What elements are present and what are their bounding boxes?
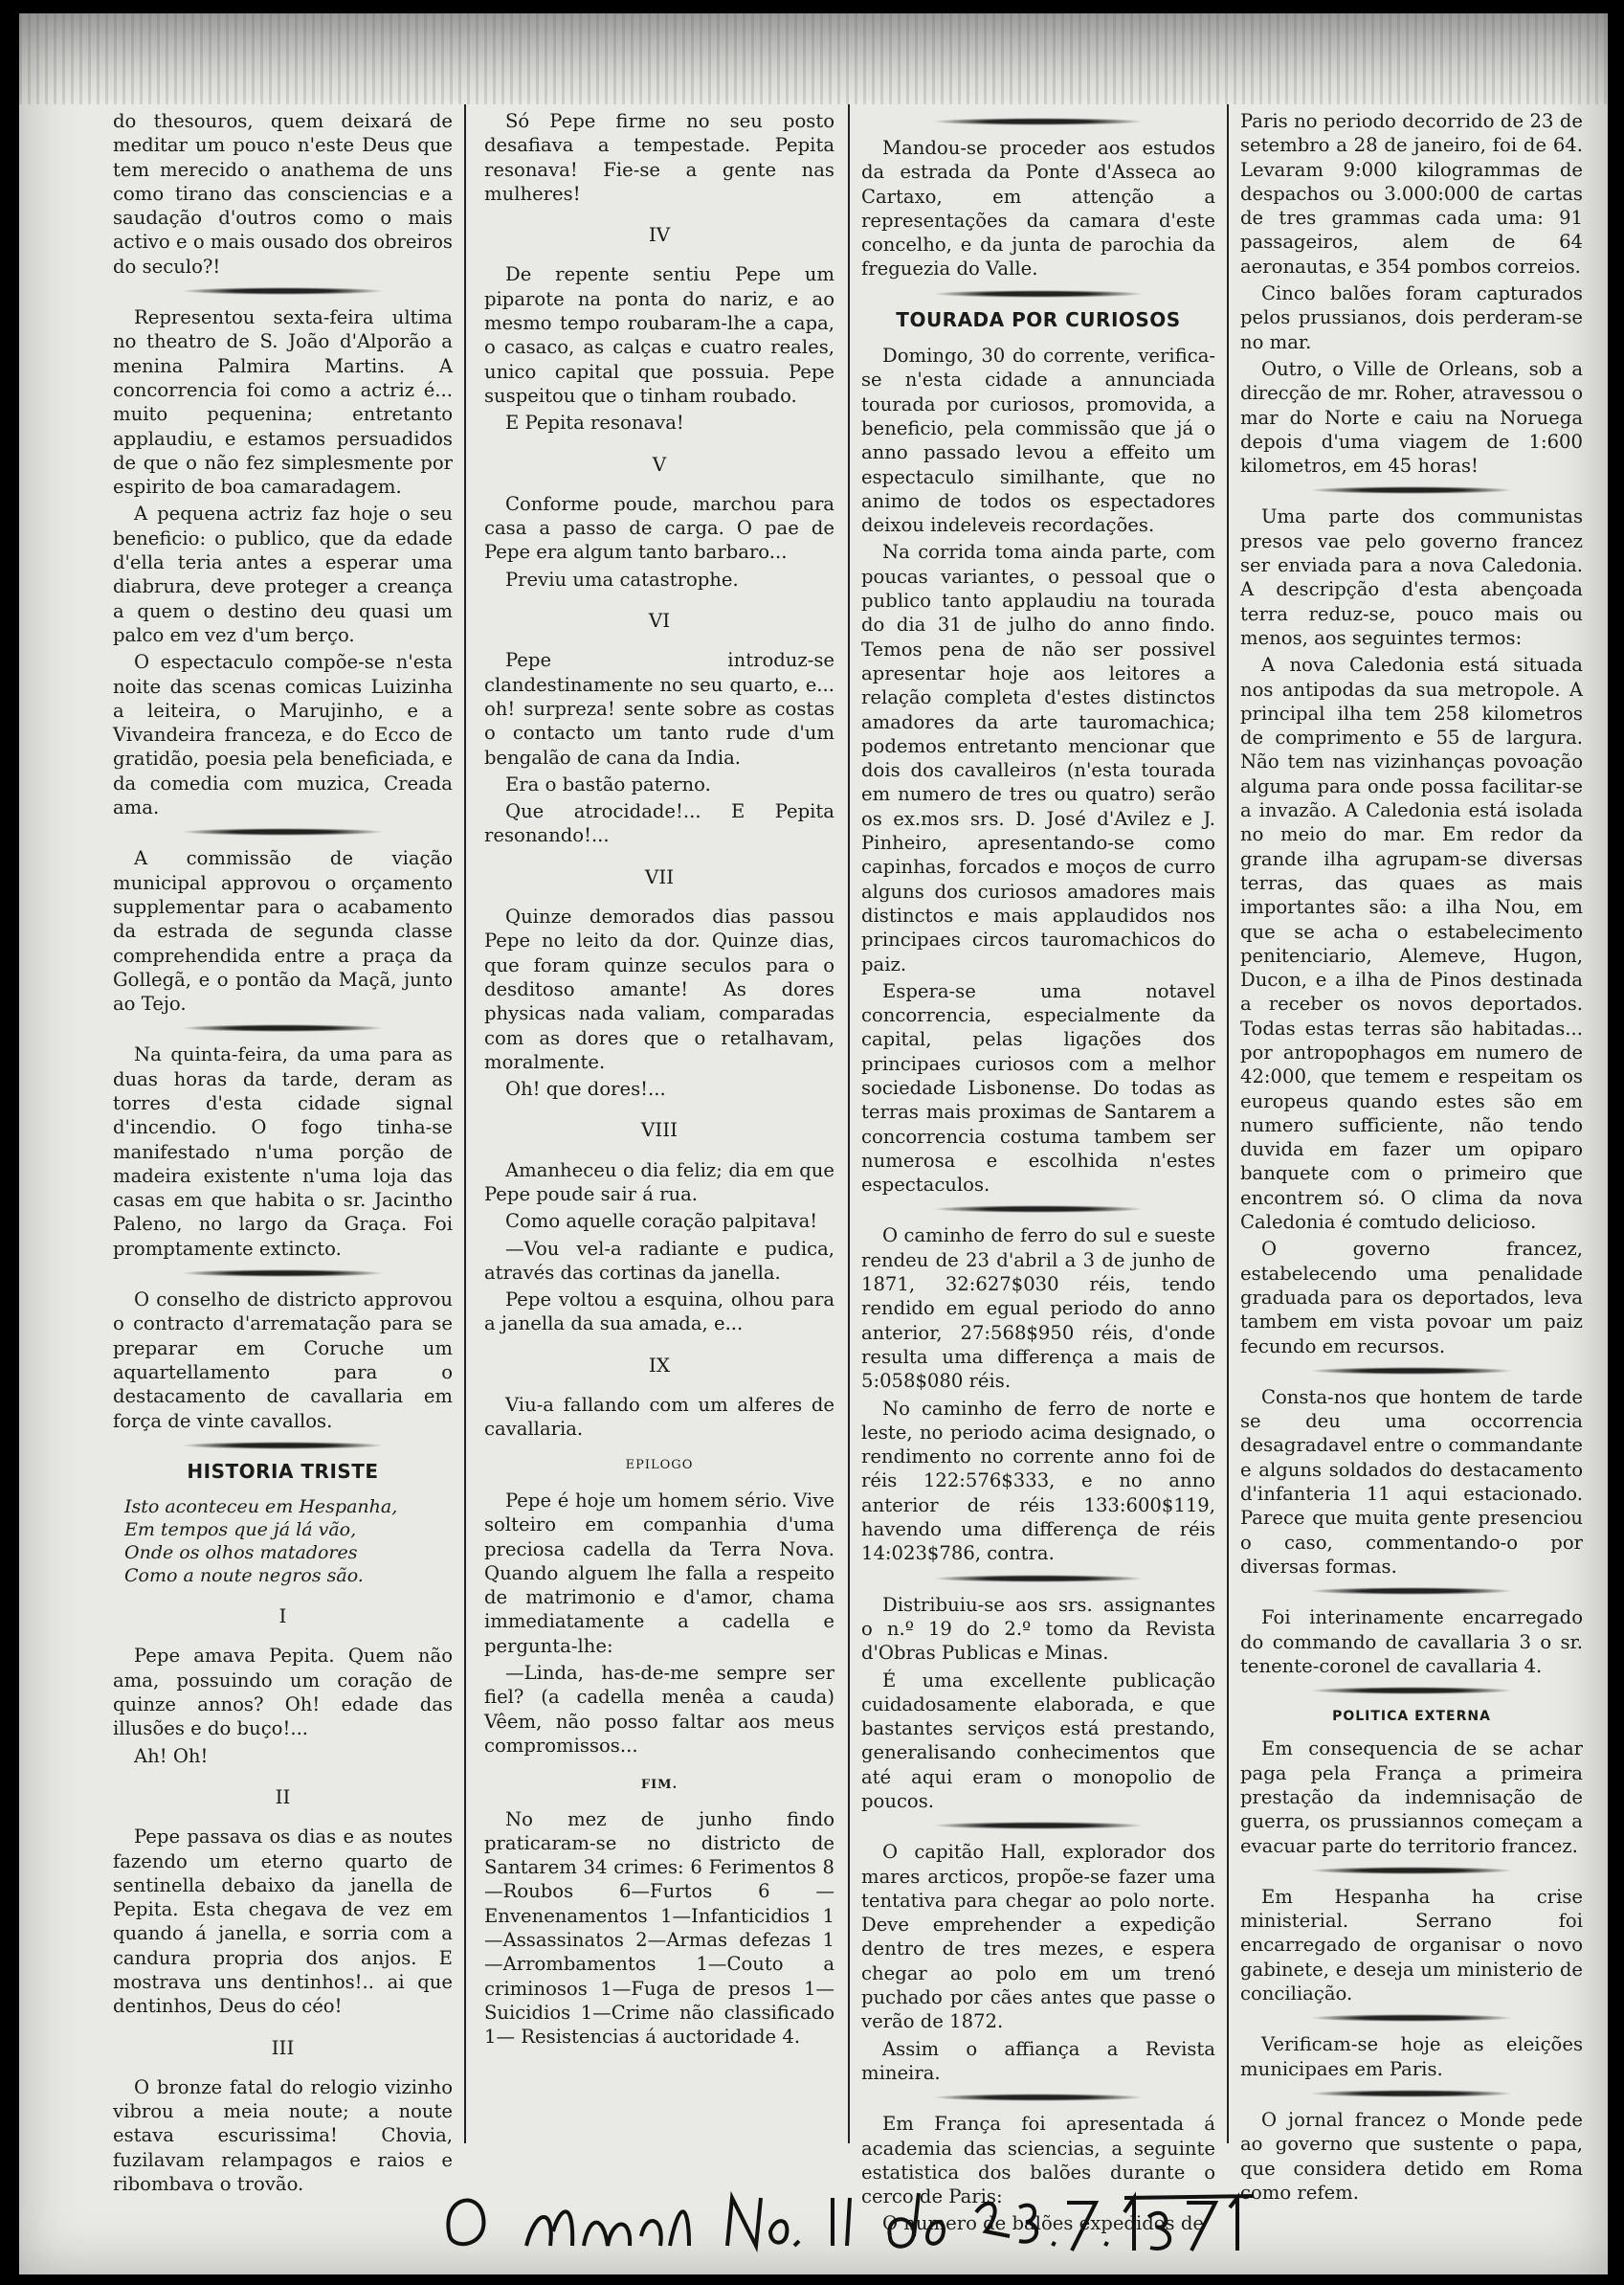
paragraph: Paris no periodo decorrido de 23 de setembro a 28 de janeiro, foi de 64. Levaram 9:000 kilogrammas de despachos ou 3.000:000 de cartas de tres grammas cada uma: 91 passageiros, alem de 64 aeronautas, e 354 pombos correios. — [1240, 110, 1583, 278]
paragraph: A commissão de viação municipal approvou o orçamento supplementar para o acabamento da estrada de segunda classe comprehendida entre a praça da Gollegã, e o pontão da Maçã, junto ao Tejo. — [113, 847, 453, 1016]
newspaper-page — [19, 13, 1608, 2274]
paragraph: O governo francez, estabelecendo uma penalidade graduada para os deportados, leva tambem em vista povoar um paiz fecundo em recursos. — [1240, 1238, 1583, 1357]
paragraph: Ah! Oh! — [134, 1744, 209, 1767]
section-separator — [1309, 2014, 1515, 2022]
section-separator — [932, 1205, 1145, 1213]
paragraph: Previu uma catastrophe. — [505, 568, 739, 591]
paragraph: Que atrocidade!... E Pepita resonando!... — [484, 800, 834, 847]
paragraph: Representou sexta-feira ultima no theatro de S. João d'Alporão a menina Palmira Martins. A concorrencia foi como a actriz é... muito pequenina; entretanto applaudiu, e estamos persuadidos de que o não fez simplesmente por espirito de boa camaradagem. — [113, 306, 453, 499]
paragraph: Em consequencia de se achar paga pela França a primeira prestação da indemnisação de guerra, os prussiannos começam a evacuar parte do territorio francez. — [1240, 1737, 1583, 1857]
chapter-numeral: VIII — [640, 1118, 679, 1142]
paragraph: Como aquelle coração palpitava! — [505, 1210, 818, 1233]
paragraph: Domingo, 30 do corrente, verifica-se n'esta cidade a annunciada tourada por curiosos, promovida, a beneficio, pela commissão que já o anno passado levou a effeito um espectaculo similhante, que no animo de todos os espectadores deixou indeleveis recordações. — [861, 345, 1215, 537]
paragraph: É uma excellente publicação cuidadosamente elaborada, e que bastantes serviços está prestando, generalisando conhecimentos que até aqui eram o monopolio de poucos. — [861, 1669, 1215, 1812]
section-separator — [932, 118, 1145, 125]
paragraph: E Pepita resonava! — [505, 412, 684, 435]
column-4 — [1240, 109, 1583, 2207]
paragraph: Em França foi apresentada á academia das sciencias, a seguinte estatistica dos balões durante o cerco de Paris: — [861, 2113, 1215, 2208]
chapter-numeral: IV — [648, 223, 671, 247]
section-separator — [181, 287, 385, 295]
column-1 — [113, 109, 453, 2199]
section-separator — [932, 1822, 1145, 1829]
paragraph: —Linda, has-de-me sempre ser fiel? (a cadella menêa a cauda) Vêem, não posso faltar aos meus compromissos... — [484, 1662, 834, 1757]
column-2 — [484, 109, 834, 2051]
chapter-numeral: VII — [644, 864, 675, 888]
section-separator — [932, 1575, 1145, 1582]
paragraph: do thesouros, quem deixará de meditar um pouco n'este Deus que tem merecido o anathema de uns como tirano das consciencias e a saudação d'outros como o mais activo e o mais ousado dos obreiros do seculo?! — [113, 110, 453, 278]
paragraph: Outro, o Ville de Orleans, sob a direcção de mr. Roher, atravessou o mar do Norte e caiu na Noruega depois d'uma viagem de 1:600 kilometros, em 45 horas! — [1240, 357, 1583, 478]
section-heading: POLITICA EXTERNA — [1332, 1709, 1491, 1725]
section-separator — [1309, 1867, 1515, 1874]
paragraph: Assim o affiança a Revista mineira. — [861, 2037, 1215, 2084]
verse-line: Onde os olhos matadores — [124, 1542, 358, 1564]
section-separator — [932, 2094, 1145, 2101]
paragraph: Pepe introduz-se clandestinamente no seu quarto, e... oh! surpreza! sente sobre as costas o contacto um tanto rude d'um bengalão de cana da India. — [484, 649, 834, 769]
paragraph: O espectaculo compõe-se n'esta noite das scenas comicas Luizinha a leiteira, o Marujinho, e a Vivandeira franceza, e do Ecco de gratidão, poesia pela beneficiada, e da comedia com muzica, Creada ama. — [113, 651, 453, 819]
end-marker: FIM. — [640, 1778, 679, 1793]
paragraph: O conselho de districto approvou o contracto d'arrematação para se preparar em Coruche um aquartellamento para o destacamento de cavallaria em força de vinte cavallos. — [113, 1288, 453, 1432]
paragraph: Viu-a fallando com um alferes de cavallaria. — [484, 1394, 834, 1441]
chapter-numeral: III — [271, 2035, 295, 2059]
paragraph: Na corrida toma ainda parte, com poucas variantes, o pessoal que o publico tanto applaudiu na tourada do dia 31 de julho do anno findo. Temos pena de não ser possivel apresentar hoje aos leitores a relação completa d'estes distinctos amadores da arte tauromachica; podemos entretanto mencionar que dois dos cavalleiros (n'esta tourada em numero de tres ou quatro) serão os ex.mos srs. D. José d'Avilez e J. Pinheiro, apresentando-se como capinhas, forcados e moços de curro alguns dos curiosos amadores mais distinctos e mais applaudidos nos principaes circos tauromachicos do paiz. — [861, 541, 1215, 975]
paragraph: O numero de balões expedidos de — [882, 2212, 1204, 2235]
paragraph: Em Hespanha ha crise ministerial. Serrano foi encarregado de organisar o novo gabinete, e deseja um ministerio de conciliação. — [1240, 1885, 1583, 2005]
paragraph: Quinze demorados dias passou Pepe no leito da dor. Quinze dias, que foram quinze seculos para o desditoso amante! As dores physicas nada valiam, comparadas com as dores que o retalhavam, moralmente. — [484, 906, 834, 1073]
section-separator — [181, 1442, 385, 1449]
section-separator — [1309, 1367, 1515, 1375]
section-separator — [1309, 1587, 1515, 1595]
chapter-numeral: IX — [648, 1353, 671, 1377]
paragraph: No mez de junho findo praticaram-se no districto de Santarem 34 crimes: 6 Ferimentos 8—Roubos 6—Furtos 6 —Envenenamentos 1—Infanticidios 1—Assassinatos 2—Armas defezas 1 —Arrombamentos 1—Couto a criminosos 1—Fuga de presos 1—Suicidios 1—Crime não classificado 1— Resistencias á auctoridade 4. — [484, 1807, 834, 2049]
epigraph-verse — [113, 1495, 453, 1587]
section-separator — [181, 1269, 385, 1277]
section-separator — [1309, 1687, 1515, 1694]
paragraph: Era o bastão paterno. — [505, 773, 711, 795]
section-separator — [1309, 2090, 1515, 2097]
paragraph: De repente sentiu Pepe um piparote na ponta do nariz, e ao mesmo tempo roubaram-lhe a capa, o casaco, as calças e cuatro reales, unico capital que possuia. Pepe suspeitou que o tinham roubado. — [484, 263, 834, 407]
paragraph: Mandou-se proceder aos estudos da estrada da Ponte d'Asseca ao Cartaxo, em attenção a representações da camara d'este concelho, e da junta de parochia da freguezia do Valle. — [861, 137, 1215, 280]
paragraph: No caminho de ferro de norte e leste, no periodo acima designado, o rendimento no corrente anno foi de réis 122:576$333, e no anno anterior de réis 133:600$119, havendo uma differença de réis 14:023$786, contra. — [861, 1397, 1215, 1565]
paragraph: O caminho de ferro do sul e sueste rendeu de 23 d'abril a 3 de junho de 1871, 32:627$030 réis, tendo rendido em egual periodo do anno anterior, 27:568$950 réis, d'onde resulta uma differença a mais de 5:058$080 réis. — [861, 1224, 1215, 1393]
paragraph: Conforme poude, marchou para casa a passo de carga. O pae de Pepe era algum tanto barbaro... — [484, 492, 834, 564]
paragraph: Consta-nos que hontem de tarde se deu uma occorrencia desagradavel entre o commandante e alguns soldados do destacamento d'infanteria 11 aqui estacionado. Parece que muita gente presenciou o caso, commentando-o por diversas formas. — [1240, 1385, 1583, 1578]
section-separator — [1309, 486, 1515, 494]
chapter-numeral: VI — [648, 609, 671, 633]
scan-noise-top — [19, 13, 1608, 104]
column-rule-3 — [1227, 104, 1229, 2143]
paragraph: Espera-se uma notavel concorrencia, especialmente da capital, pelas ligações dos principaes curiosos com a melhor sociedade Lisbonense. Do todas as terras mais proximas de Santarem a concorrencia costuma tambem ser numerosa e escolhida n'estes espectaculos. — [861, 979, 1215, 1197]
column-3 — [861, 109, 1215, 2239]
paragraph: Verificam-se hoje as eleições municipaes em Paris. — [1240, 2033, 1583, 2080]
paragraph: O jornal francez o Monde pede ao governo que sustente o papa, que considera detido em Roma como refem. — [1240, 2108, 1583, 2204]
chapter-numeral: V — [652, 452, 667, 476]
chapter-numeral: I — [278, 1604, 287, 1628]
section-separator — [181, 1024, 385, 1032]
section-heading: HISTORIA TRISTE — [187, 1459, 379, 1483]
paragraph: A nova Caledonia está situada nos antipodas da sua metropole. A principal ilha tem 258 kilometros de comprimento e 55 de largura. Não tem nas vizinhanças povoação alguma para onde possa facilitar-se a invazão. A Caledonia está isolada no meio do mar. Em redor da grande ilha agrupam-se diversas terras, das quaes as mais importantes são: a ilha Nou, em que se acha o estabelecimento penitenciario, Alemeve, Hugon, Ducon, e a ilha de Pinos destinada a receber os novos deportados. Todas estas terras são habitadas... por antropophagos em numero de 42:000, que temem e respeitam os europeus quando estes são em numero sufficiente, não tendo duvida em fazer um opiparo banquete com o primeiro que encontrem só. O clima da nova Caledonia é comtudo delicioso. — [1240, 654, 1583, 1234]
section-heading: TOURADA POR CURIOSOS — [896, 307, 1181, 331]
paragraph: A pequena actriz faz hoje o seu beneficio: o publico, que da edade d'ella teria antes a esperar uma diabrura, deve proteger a creança a quem o destino deu quasi um palco em vez d'um berço. — [113, 503, 453, 646]
paragraph: Pepe passava os dias e as noutes fazendo um eterno quarto de sentinella debaixo da janella de Pepita. Esta chegava de vez em quando á janella, e sorria com a candura propria dos anjos. E mostrava uns dentinhos!.. ai que dentinhos, Deus do céo! — [113, 1826, 453, 2018]
verse-line: Isto aconteceu em Hespanha, — [124, 1496, 398, 1518]
paragraph: Na quinta-feira, da uma para as duas horas da tarde, deram as torres d'esta cidade signal d'incendio. O fogo tinha-se manifestado n'uma porção de madeira existente n'uma loja das casas em que habita o sr. Jacintho Paleno, no largo da Graça. Foi promptamente extincto. — [113, 1043, 453, 1260]
paragraph: —Vou vel-a radiante e pudica, através das cortinas da janella. — [484, 1237, 834, 1284]
paragraph: Amanheceu o dia feliz; dia em que Pepe poude sair á rua. — [484, 1158, 834, 1205]
paragraph: Oh! que dores!... — [505, 1078, 666, 1101]
handwritten-annotation — [440, 2179, 1263, 2265]
paragraph: Só Pepe firme no seu posto desafiava a tempestade. Pepita resonava! Fie-se a gente nas mulheres! — [484, 110, 834, 205]
paragraph: Distribuiu-se aos srs. assignantes o n.º 19 do 2.º tomo da Revista d'Obras Publicas e Minas. — [861, 1593, 1215, 1665]
handwritten-signature-image — [440, 2179, 1263, 2265]
paragraph: O capitão Hall, explorador dos mares arcticos, propõe-se fazer uma tentativa para chegar ao polo norte. Deve emprehender a expedição dentro de tres mezes, e espera chegar ao polo em um trenó puchado por cães antes que passe o verão de 1872. — [861, 1841, 1215, 2033]
verse-line: Em tempos que já lá vão, — [124, 1519, 357, 1541]
paragraph: Pepe é hoje um homem sério. Vive solteiro em companhia d'uma preciosa cadella da Terra Nova. Quando alguem lhe falla a respeito de matrimonio e d'amor, chama immediatamente a cadella e pergunta-lhe: — [484, 1489, 834, 1657]
chapter-numeral: II — [275, 1784, 291, 1808]
verse-line: Como a noute negros são. — [124, 1565, 364, 1587]
paragraph: O bronze fatal do relogio vizinho vibrou a meia noute; a noute estava escurissima! Chovia, fuzilavam relampagos e raios e ribombava o trovão. — [113, 2075, 453, 2196]
epilogue-heading: EPILOGO — [625, 1457, 694, 1472]
paragraph: Pepe amava Pepita. Quem não ama, possuindo um coração de quinze annos? Oh! edade das illusões e do buço!... — [113, 1645, 453, 1740]
column-rule-2 — [848, 104, 850, 2143]
paragraph: Uma parte dos communistas presos vae pelo governo francez ser enviada para a nova Caledonia. A descripção d'esta abençoada terra reduz-se, pouco mais ou menos, aos seguintes termos: — [1240, 505, 1583, 649]
paragraph: Foi interinamente encarregado do commando de cavallaria 3 o sr. tenente-coronel de cavallaria 4. — [1240, 1606, 1583, 1677]
column-rule-1 — [464, 104, 466, 2143]
section-separator — [181, 828, 385, 836]
section-separator — [932, 290, 1145, 298]
paragraph: Pepe voltou a esquina, olhou para a janella da sua amada, e... — [484, 1288, 834, 1335]
paragraph: Cinco balões foram capturados pelos prussianos, dois perderam-se no mar. — [1240, 282, 1583, 353]
